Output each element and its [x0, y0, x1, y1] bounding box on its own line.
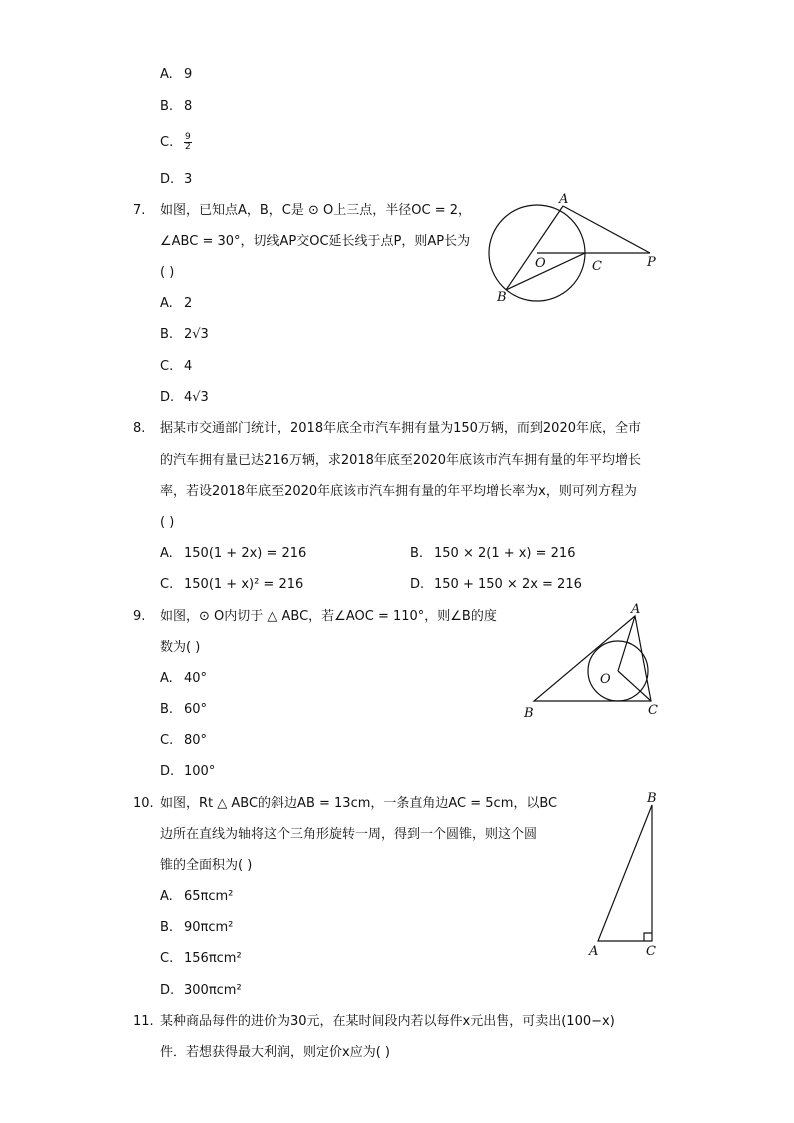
- q9-stem-line-2: 数为( ): [160, 640, 201, 655]
- q8-stem-line-3: 率，若设2018年底至2020年底该市汽车拥有量的年平均增长率为x，则可列方程为: [160, 484, 637, 499]
- q9-incircle-figure: [518, 600, 668, 722]
- q7-stem-line-2: ∠ABC = 30°，切线AP交OC延长线于点P，则AP长为: [160, 234, 471, 249]
- q8-option-a: A. 150(1 + 2x) = 216: [160, 546, 307, 561]
- q7-option-a: A. 2: [160, 296, 193, 311]
- q7-option-d: D. 4√3: [160, 390, 209, 405]
- q8-number: 8.: [133, 421, 146, 436]
- q11-number: 11.: [133, 1014, 154, 1029]
- q10-stem-line-3: 锥的全面积为( ): [160, 858, 253, 873]
- q8-option-c: C. 150(1 + x)² = 216: [160, 577, 304, 592]
- q7-label-o: O: [535, 256, 546, 271]
- q7-option-b: B. 2√3: [160, 327, 209, 342]
- q9-option-a: A. 40°: [160, 671, 208, 686]
- q9-option-c: C. 80°: [160, 733, 208, 748]
- prev-option-d: D. 3: [160, 172, 193, 187]
- q10-stem-line-2: 边所在直线为轴将这个三角形旋转一周，得到一个圆锥，则这个圆: [160, 827, 538, 842]
- q7-label-a: A: [559, 192, 569, 207]
- prev-option-c: C. $\frac{9}{2}$: [160, 132, 191, 152]
- q9-label-a: A: [631, 602, 641, 617]
- q9-label-b: B: [524, 706, 534, 721]
- q9-option-d: D. 100°: [160, 764, 216, 779]
- q8-stem-line-4: ( ): [160, 515, 175, 530]
- q10-label-c: C: [646, 944, 656, 959]
- q9-label-o: O: [600, 672, 611, 687]
- q10-right-triangle-figure: [584, 788, 664, 960]
- q9-label-c: C: [648, 703, 658, 718]
- q10-option-b: B. 90πcm²: [160, 920, 234, 935]
- prev-option-a: A. 9: [160, 67, 193, 82]
- q7-stem-line-1: 如图，已知点A，B，C是 ⊙ O上三点，半径OC = 2，: [160, 203, 472, 218]
- q10-number: 10.: [133, 796, 154, 811]
- prev-option-b: B. 8: [160, 99, 193, 114]
- q7-option-c: C. 4: [160, 359, 193, 374]
- q9-stem-line-1: 如图，⊙ O内切于 △ ABC，若∠AOC = 110°，则∠B的度: [160, 609, 497, 624]
- q11-stem-line-1: 某种商品每件的进价为30元，在某时间段内若以每件x元出售，可卖出(100−x): [160, 1014, 615, 1029]
- q8-option-d: D. 150 + 150 × 2x = 216: [410, 577, 582, 592]
- q7-label-b: B: [497, 290, 507, 305]
- q9-option-b: B. 60°: [160, 702, 208, 717]
- q10-option-c: C. 156πcm²: [160, 951, 242, 966]
- q7-number: 7.: [133, 203, 146, 218]
- q11-stem-line-2: 件．若想获得最大利润，则定价x应为( ): [160, 1045, 390, 1060]
- q10-stem-line-1: 如图，Rt △ ABC的斜边AB = 13cm，一条直角边AC = 5cm，以BC: [160, 796, 558, 811]
- q7-stem-line-3: ( ): [160, 265, 175, 280]
- q10-label-a: A: [589, 944, 599, 959]
- q10-label-b: B: [647, 791, 657, 806]
- q10-option-a: A. 65πcm²: [160, 889, 234, 904]
- q7-circle-tangent-figure: [480, 192, 670, 307]
- q8-stem-line-2: 的汽车拥有量已达216万辆，求2018年底至2020年底该市汽车拥有量的年平均增长: [160, 453, 641, 468]
- q7-label-p: P: [647, 255, 656, 270]
- q8-option-b: B. 150 × 2(1 + x) = 216: [410, 546, 576, 561]
- q7-label-c: C: [592, 259, 602, 274]
- q10-option-d: D. 300πcm²: [160, 983, 242, 998]
- q9-number: 9.: [133, 609, 146, 624]
- fraction: $\frac{9}{2}$: [185, 132, 191, 152]
- q8-stem-line-1: 据某市交通部门统计，2018年底全市汽车拥有量为150万辆，而到2020年底，全市: [160, 421, 641, 436]
